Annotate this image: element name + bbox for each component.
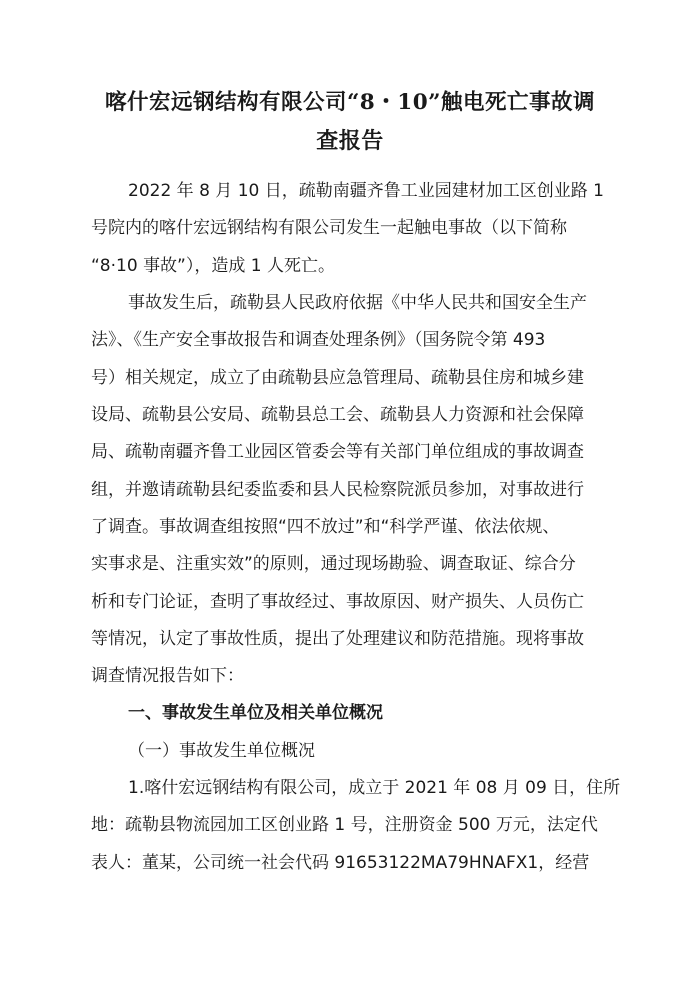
- paragraph-line: 法》、《生产安全事故报告和调查处理条例》（国务院令第 493: [91, 330, 546, 350]
- paragraph-line: 设局、疏勒县公安局、疏勒县总工会、疏勒县人力资源和社会保障: [91, 405, 584, 425]
- document-title: [100, 84, 600, 160]
- title-line: 查报告: [316, 128, 384, 154]
- paragraph-line: 号院内的喀什宏远钢结构有限公司发生一起触电事故（以下简称: [91, 218, 567, 238]
- paragraph-line: 1.喀什宏远钢结构有限公司，成立于 2021 年 08 月 09 日，住所: [128, 778, 621, 798]
- paragraph-line: 实事求是、注重实效”的原则，通过现场勘验、调查取证、综合分: [91, 554, 576, 574]
- paragraph-line: 地：疏勒县物流园加工区创业路 1 号，注册资金 500 万元，法定代: [91, 815, 598, 835]
- paragraph-line: 号）相关规定，成立了由疏勒县应急管理局、疏勒县住房和城乡建: [91, 368, 584, 388]
- paragraph-line: 局、疏勒南疆齐鲁工业园区管委会等有关部门单位组成的事故调查: [91, 442, 584, 462]
- paragraph-line: 调查情况报告如下：: [91, 666, 244, 686]
- paragraph-line: “8·10 事故”），造成 1 人死亡。: [91, 256, 335, 276]
- section-heading: 一、事故发生单位及相关单位概况: [128, 703, 383, 723]
- paragraph-line: 析和专门论证，查明了事故经过、事故原因、财产损失、人员伤亡: [91, 592, 584, 612]
- paragraph-line: 表人：董某，公司统一社会代码 91653122MA79HNAFX1，经营: [91, 853, 590, 873]
- paragraph-line: 组，并邀请疏勒县纪委监委和县人民检察院派员参加，对事故进行: [91, 480, 584, 500]
- paragraph-line: 事故发生后，疏勒县人民政府依据《中华人民共和国安全生产: [128, 293, 587, 313]
- title-line: 喀什宏远钢结构有限公司“8・10”触电死亡事故调: [104, 90, 596, 115]
- paragraph-line: 了调查。事故调查组按照“四不放过”和“科学严谨、依法依规、: [91, 517, 560, 537]
- paragraph-line: 等情况，认定了事故性质，提出了处理建议和防范措施。现将事故: [91, 629, 584, 649]
- paragraph-line: 2022 年 8 月 10 日，疏勒南疆齐鲁工业园建材加工区创业路 1: [128, 181, 604, 201]
- subsection-heading: （一）事故发生单位概况: [128, 741, 315, 761]
